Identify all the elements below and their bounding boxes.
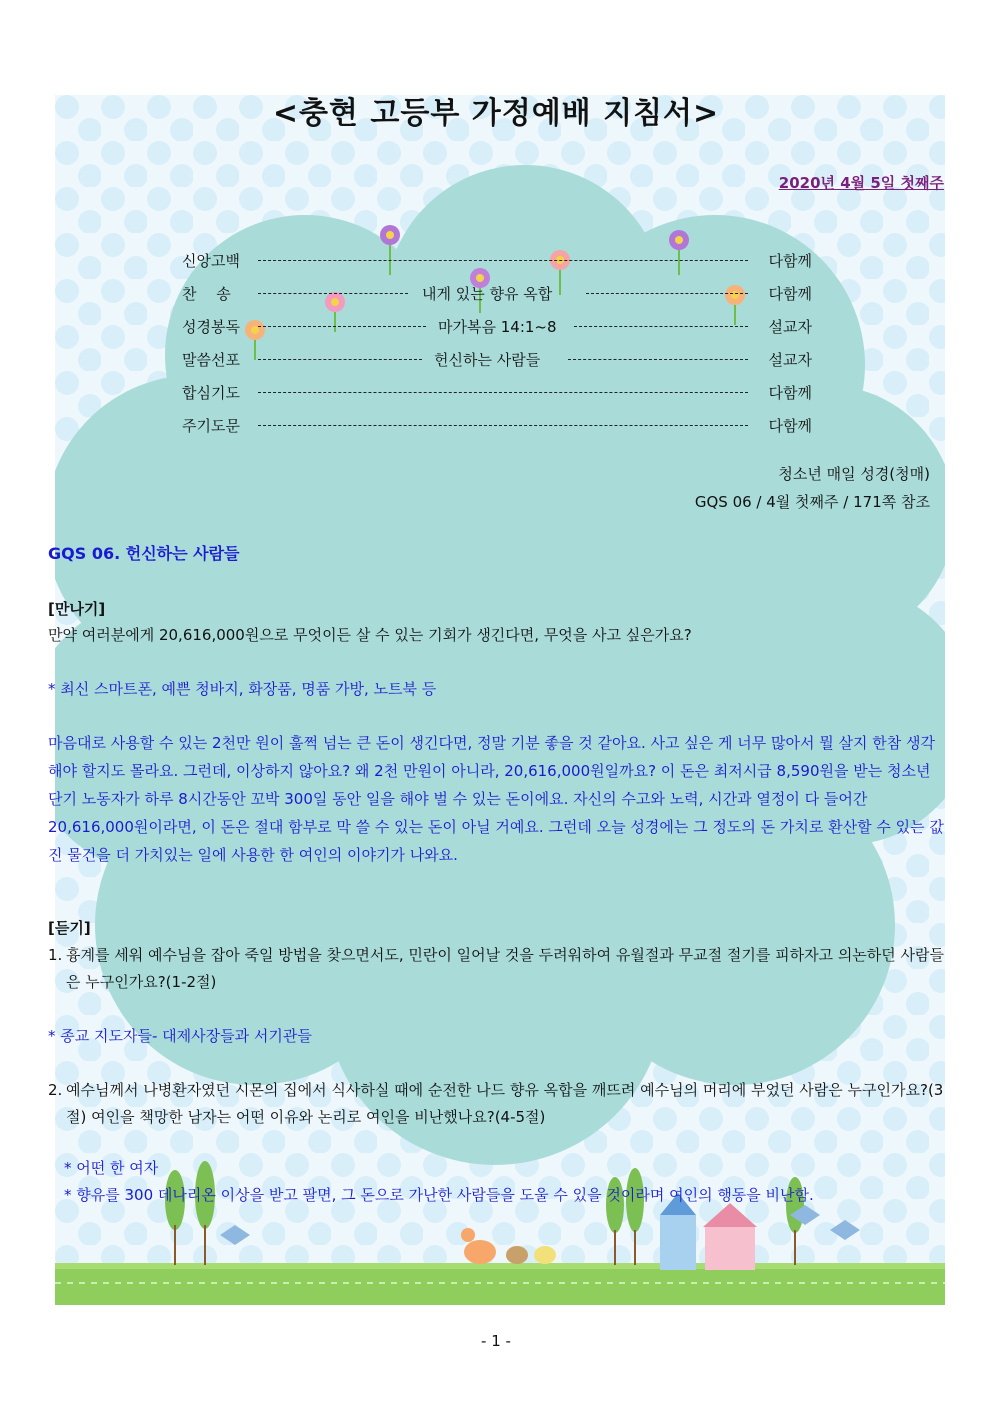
order-item-leader: 다함께 — [768, 417, 812, 435]
page-number: - 1 - — [481, 1332, 511, 1350]
question-number: 2. — [48, 1081, 63, 1099]
order-row — [182, 316, 812, 349]
order-row — [182, 349, 812, 382]
dashed-leader — [258, 260, 748, 261]
meet-answer: * 최신 스마트폰, 예쁜 청바지, 화장품, 명품 가방, 노트북 등 — [48, 680, 437, 698]
worship-order — [182, 250, 812, 448]
question-number: 1. — [48, 946, 63, 964]
order-row — [182, 250, 812, 283]
order-row — [182, 382, 812, 415]
answer-2a: * 어떤 한 여자 — [64, 1159, 159, 1177]
meet-label: [만나기] — [48, 600, 106, 618]
dashed-leader — [258, 425, 748, 426]
reference-line-1: 청소년 매일 성경(청매) — [778, 465, 930, 483]
service-date: 2020년 4월 5일 첫째주 — [778, 174, 944, 192]
order-item-name: 합심기도 — [182, 384, 240, 402]
answer-1: * 종교 지도자들- 대제사장들과 서기관들 — [48, 1027, 312, 1045]
order-item-content: 내게 있는 향유 옥합 — [422, 285, 553, 303]
reference-line-2: GQS 06 / 4월 첫째주 / 171쪽 참조 — [694, 493, 930, 511]
order-item-content: 헌신하는 사람들 — [434, 351, 541, 369]
meet-paragraph: 마음대로 사용할 수 있는 2천만 원이 훌쩍 넘는 큰 돈이 생긴다면, 정말 기분 좋을 것 같아요. 사고 싶은 게 너무 많아서 뭘 살지 한참 생각해야 할지도 몰라요. 그런데, 이상하지 않아요? 왜 2천 만원이 아니라, 20,616,000원일까요? 이 돈은 최저시급 8,590원을 받는 청소년 단기 노동자가 하루 8시간동안 꼬박 300일 동안 일을 해야 벌 수 있는 돈이에요. 자신의 수고와 노력, 시간과 열정이 다 들어간 20,616,000원이라면, 이 돈은 절대 함부로 막 쓸 수 있는 돈이 아닐 거예요. 그런데 오늘 성경에는 그 정도의 돈 가치로 환산할 수 있는 값진 물건을 더 가치있는 일에 사용한 한 여인의 이야기가 나와요. — [48, 734, 944, 864]
order-item-name: 성경봉독 — [182, 318, 240, 336]
meet-question: 만약 여러분에게 20,616,000원으로 무엇이든 살 수 있는 기회가 생긴다면, 무엇을 사고 싶은가요? — [48, 626, 692, 644]
question-1: 흉계를 세워 예수님을 잡아 죽일 방법을 찾으면서도, 민란이 일어날 것을 두려워하여 유월절과 무교절 절기를 피하자고 의논하던 사람들은 누구인가요?(1-2절) — [66, 946, 945, 991]
dashed-leader — [574, 326, 748, 327]
order-row — [182, 415, 812, 448]
listen-label: [듣기] — [48, 919, 91, 937]
order-item-content: 마가복음 14:1~8 — [438, 318, 557, 336]
order-item-leader: 다함께 — [768, 252, 812, 270]
dashed-leader — [586, 293, 748, 294]
dashed-leader — [568, 359, 748, 360]
question-2: 예수님께서 나병환자였던 시몬의 집에서 식사하실 때에 순전한 나드 향유 옥합을 깨뜨려 예수님의 머리에 부었던 사람은 누구인가요?(3절) 여인을 책망한 남자는 어떤 이유와 논리로 여인을 비난했나요?(4-5절) — [66, 1081, 944, 1126]
order-item-leader: 설교자 — [768, 318, 812, 336]
order-item-name: 말씀선포 — [182, 351, 240, 369]
order-item-leader: 다함께 — [768, 285, 812, 303]
dashed-leader — [258, 293, 408, 294]
dashed-leader — [258, 359, 422, 360]
dashed-leader — [258, 392, 748, 393]
dashed-leader — [258, 326, 426, 327]
order-item-name: 찬 송 — [182, 285, 231, 303]
order-item-name: 신앙고백 — [182, 252, 240, 270]
order-item-leader: 설교자 — [768, 351, 812, 369]
answer-2b: * 향유를 300 데나리온 이상을 받고 팔면, 그 돈으로 가난한 사람들을 도울 수 있을 것이라며 여인의 행동을 비난함. — [64, 1186, 814, 1204]
order-item-name: 주기도문 — [182, 417, 240, 435]
order-item-leader: 다함께 — [768, 384, 812, 402]
document-title: <충현 고등부 가정예배 지침서> — [272, 96, 720, 131]
order-row — [182, 283, 812, 316]
section-title: GQS 06. 헌신하는 사람들 — [48, 544, 240, 563]
